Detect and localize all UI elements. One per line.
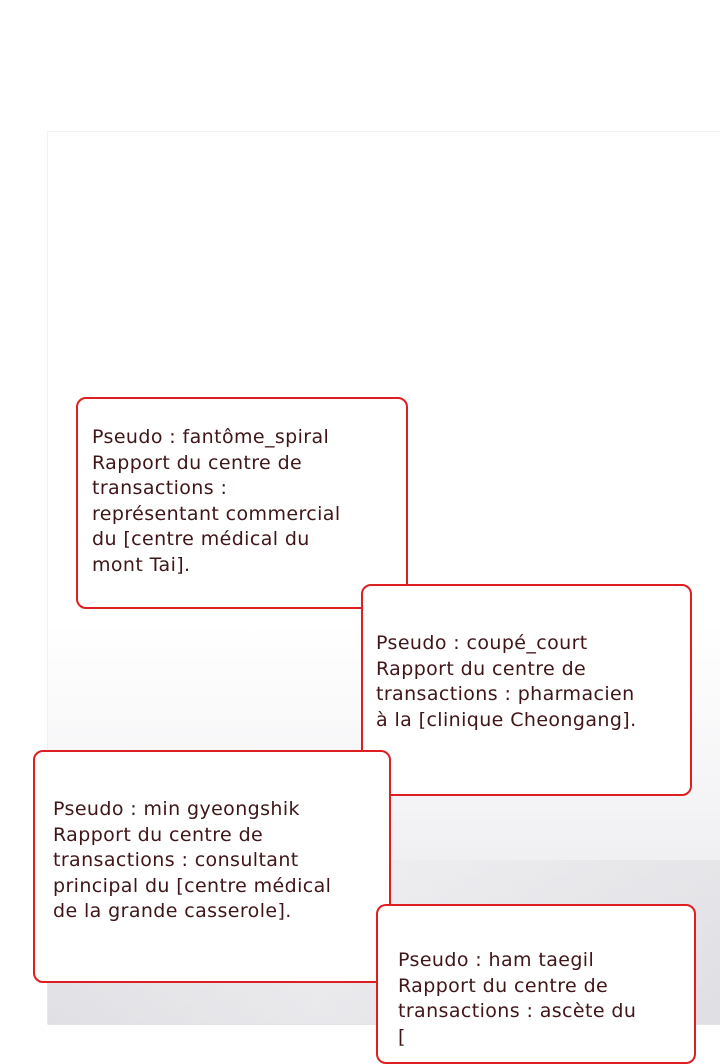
speech-bubble-fantome-spiral <box>76 397 408 609</box>
report-text: Rapport du centre de transactions : pharmacien à la [clinique Cheongang]. <box>376 657 637 731</box>
speech-bubble-min-gyeongshik <box>33 750 391 983</box>
report-text: Rapport du centre de transactions : représentant commercial du [centre médical du mont Tai]. <box>92 451 341 576</box>
pseudo-line: Pseudo : min gyeongshik <box>53 798 300 820</box>
pseudo-line: Pseudo : ham taegil <box>398 949 595 971</box>
speech-bubble-coupe-court <box>361 584 692 796</box>
pseudo-line: Pseudo : coupé_court <box>376 632 588 654</box>
pseudo-line: Pseudo : fantôme_spiral <box>92 426 330 448</box>
report-text: Rapport du centre de transactions : consultant principal du [centre médical de la grande casserole]. <box>53 823 332 922</box>
report-text: Rapport du centre de transactions : ascète du [ <box>398 974 637 1048</box>
speech-bubble-ham-taegil <box>376 904 696 1064</box>
